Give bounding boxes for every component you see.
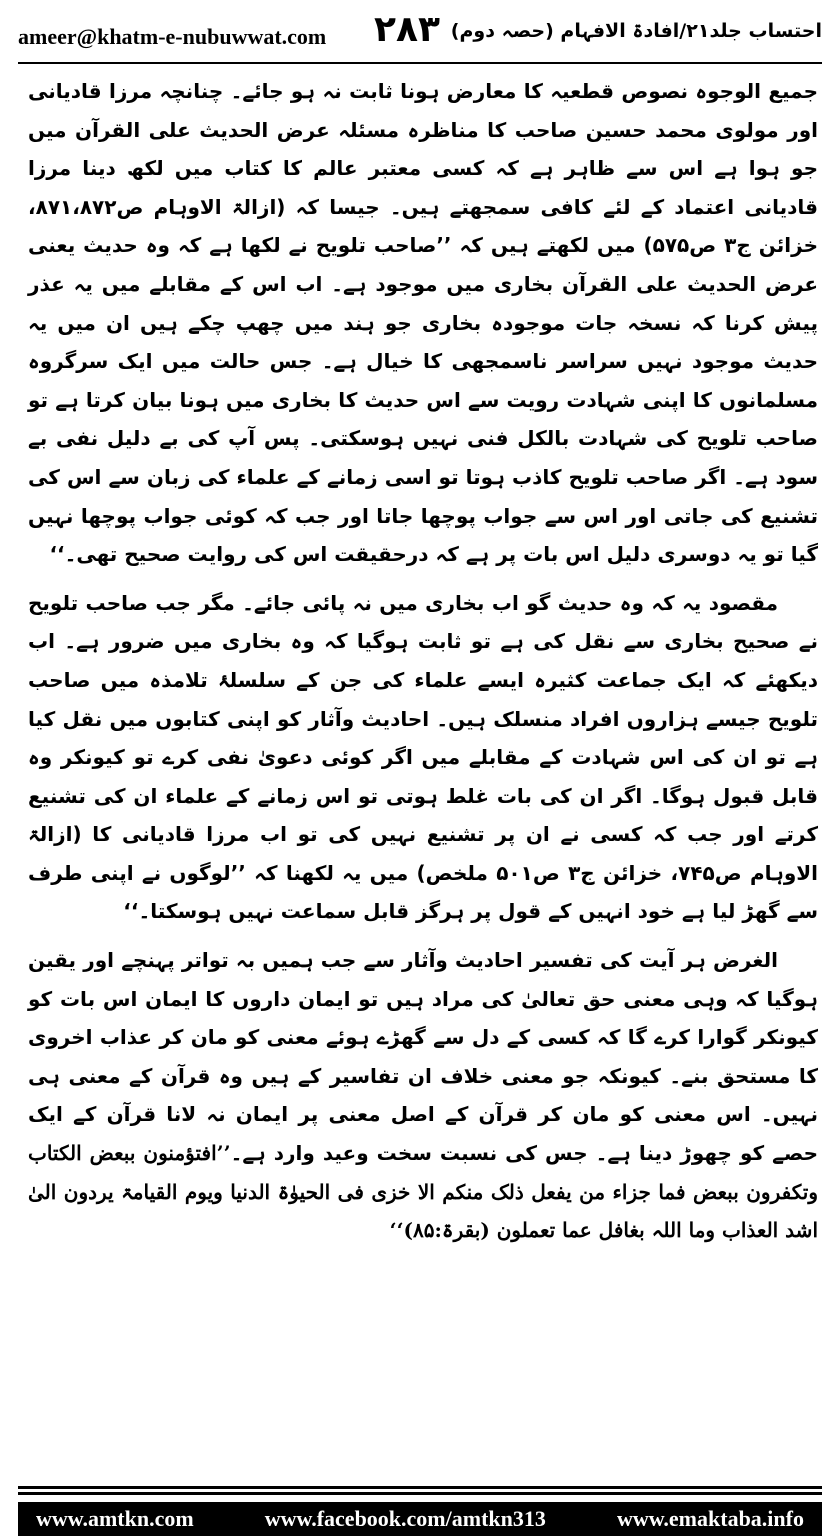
quran-quote: ’’افتؤمنون ببعض الکتاب وتکفرون ببعض فما جزاء من یفعل ذلک منکم الا خزی فی الحیوٰۃ الدنیا ویوم القیامۃ یردون الیٰ اشد العذاب وما اللہ بغافل عما تعملون (بقرۃ:۸۵)‘‘ bbox=[28, 1141, 818, 1243]
header-rule bbox=[18, 62, 822, 64]
footer-rule bbox=[18, 1492, 822, 1495]
page-footer bbox=[18, 1502, 822, 1536]
footer-link-amtkn[interactable]: www.amtkn.com bbox=[36, 1506, 194, 1531]
header-email: ameer@khatm-e-nubuwwat.com bbox=[18, 24, 327, 49]
page-number: ۲۸۳ bbox=[374, 9, 440, 50]
footer-rule bbox=[18, 1486, 822, 1489]
paragraph-3-text: الغرض ہر آیت کی تفسیر احادیث وآثار سے جب ہمیں بہ تواتر پہنچے اور یقین ہوگیا کہ وہی معنی حق تعالیٰ کی مراد ہیں تو ایمان داروں کا ایمان اس بات کو کیونکر گوارا کرے گا کہ کسی کے دل سے گھڑے ہوئے معنی کو مان کر عذاب اخروی کا مستحق بنے۔ کیونکہ جو معنی خلاف ان تفاسیر کے ہیں وہ قرآن کے معنی ہی نہیں۔ اس معنی کو مان کر قرآن کے اصل معنی پر ایمان نہ لانا قرآن کے ایک حصے کو چھوڑ دینا ہے۔ جس کی نسبت سخت وعید وارد ہے۔ bbox=[28, 948, 818, 1166]
paragraph-3 bbox=[28, 941, 818, 1250]
book-title: احتساب جلد۲۱/افادۃ الافہام (حصہ دوم) bbox=[450, 20, 822, 42]
footer-link-facebook[interactable]: www.facebook.com/amtkn313 bbox=[264, 1506, 546, 1531]
paragraph-1: جمیع الوجوہ نصوص قطعیہ کا معارض ہونا ثابت نہ ہو جائے۔ چنانچہ مرزا قادیانی اور مولوی محمد حسین صاحب کا مناظرہ مسئلہ عرض الحدیث علی القرآن میں جو ہوا ہے اس سے ظاہر ہے کہ کسی معتبر عالم کا کتاب میں لکھ دینا مرزا قادیانی اعتماد کے لئے کافی سمجھتے ہیں۔ جیسا کہ (ازالۃ الاوہام ص۸۷۱،۸۷۲، خزائن ج۳ ص۵۷۵) میں لکھتے ہیں کہ ’’صاحب تلویح نے لکھا ہے کہ وہ حدیث یعنی عرض الحدیث علی القرآن بخاری میں موجود ہے۔ اب اس کے مقابلے میں یہ عذر پیش کرنا کہ نسخہ جات موجودہ بخاری جو ہند میں چھپ چکے ہیں ان میں یہ حدیث موجود نہیں سراسر ناسمجھی کا خیال ہے۔ جس حالت میں ایک سرگروہ مسلمانوں کا اپنی شہادت رویت سے اس حدیث کا بخاری میں ہونا بیان کرتا ہے تو صاحب تلویح کی شہادت بالکل فنی نہیں ہوسکتی۔ پس آپ کی بے دلیل نفی بے سود ہے۔ اگر صاحب تلویح کاذب ہوتا تو اسی زمانے کے علماء کی زبان سے اس کی تشنیع کی جاتی اور اس سے جواب پوچھا جاتا اور جب کہ کوئی جواب پوچھا نہیں گیا تو یہ دوسری دلیل اس بات پر ہے کہ درحقیقت اس کی روایت صحیح تھی۔‘‘ bbox=[28, 79, 819, 567]
footer-rules bbox=[18, 1486, 822, 1498]
paragraph-2: مقصود یہ کہ وہ حدیث گو اب بخاری میں نہ پائی جائے۔ مگر جب صاحب تلویح نے صحیح بخاری سے نقل کی ہے تو ثابت ہوگیا کہ وہ بخاری میں ضرور ہے۔ اب دیکھئے کہ ایک جماعت کثیرہ ایسے علماء کی جن کے سلسلۂ تلامذہ میں صاحب تلویح جیسے ہزاروں افراد منسلک ہیں۔ احادیث وآثار کو اپنی کتابوں میں نقل کیا ہے تو ان کی اس شہادت کے مقابلے میں اگر کوئی دعویٰ نفی کرے تو کیونکر وہ قابل قبول ہوگا۔ اگر ان کی بات غلط ہوتی تو اس زمانے کے علماء ان کی تشنیع کرتے اور جب کہ کسی نے ان پر تشنیع نہیں کی تو اب مرزا قادیانی کا (ازالۃ الاوہام ص۷۴۵، خزائن ج۳ ص۵۰۱ ملخص) میں یہ لکھنا کہ ’’لوگوں نے اپنی طرف سے گھڑ لیا ہے خود انہیں کے قول پر ہرگز قابل سماعت نہیں ہوسکتا۔‘‘ bbox=[28, 590, 819, 924]
page-body bbox=[28, 72, 818, 1250]
footer-link-emaktaba[interactable]: www.emaktaba.info bbox=[616, 1506, 804, 1531]
page-header bbox=[18, 8, 822, 60]
